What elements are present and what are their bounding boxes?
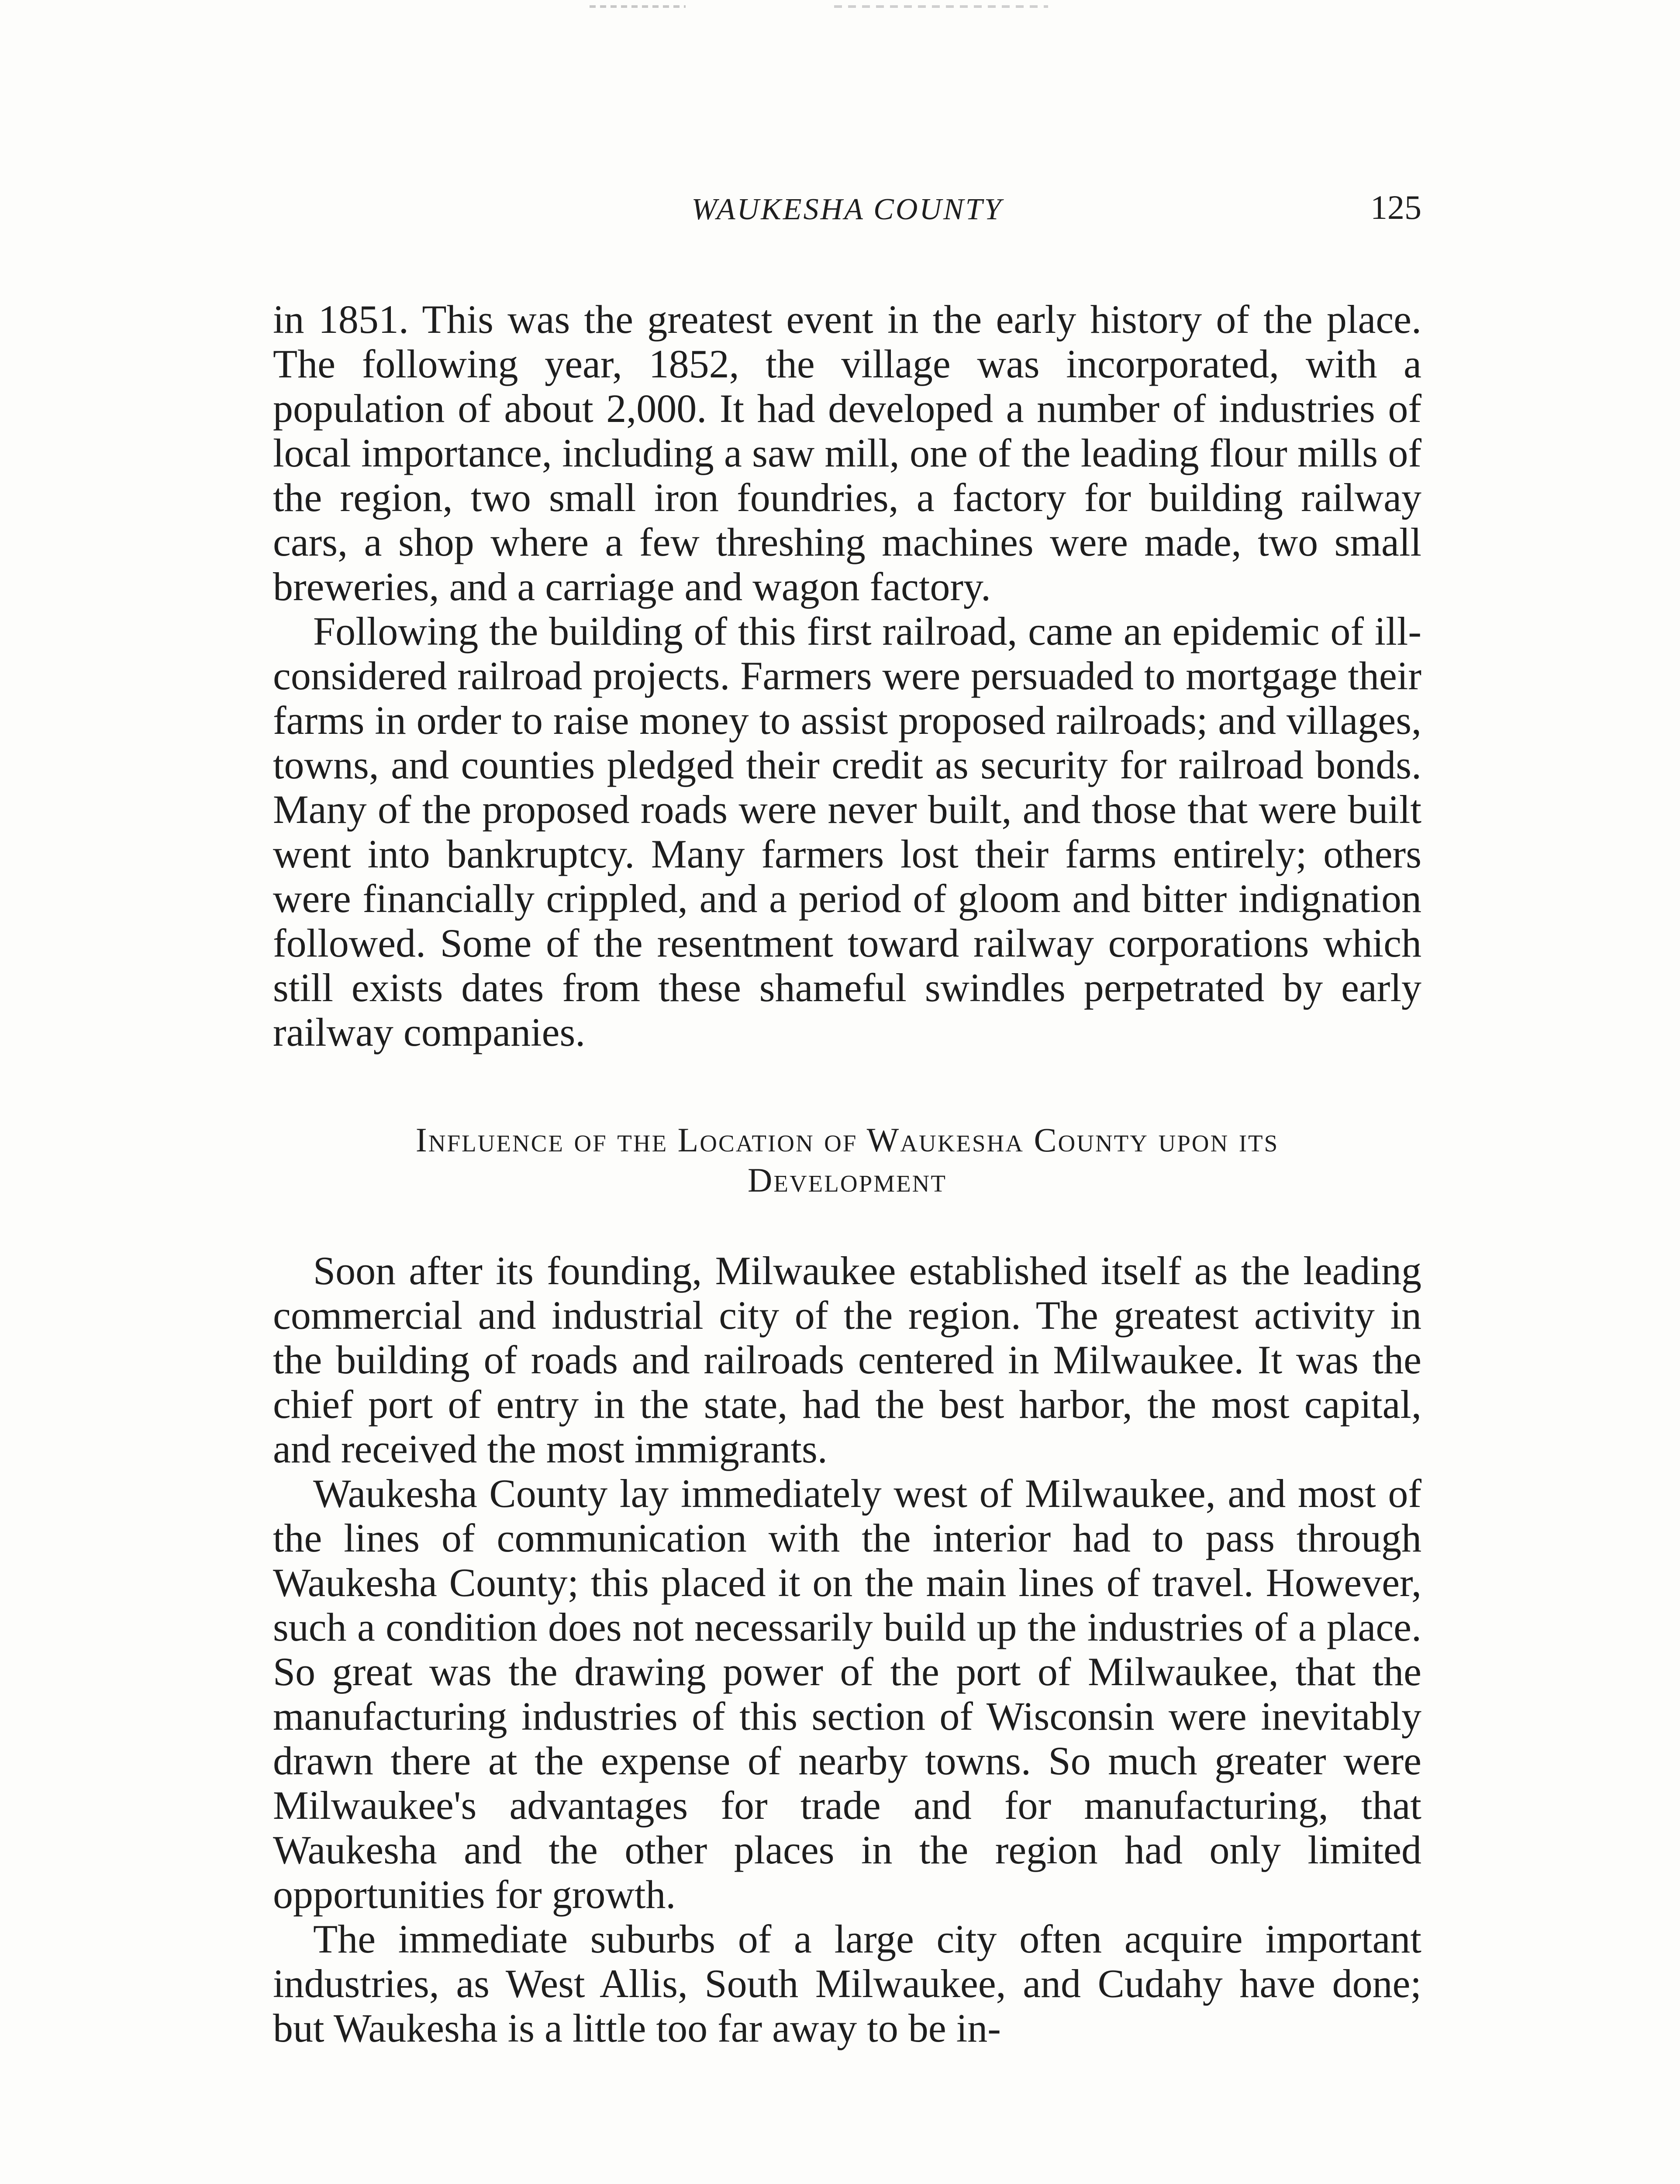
paragraph-suburbs: The immediate suburbs of a large city often acquire important industries, as West Allis, South Milwaukee, and Cudahy have done; but Waukesha is a little too far away to be in-	[273, 1917, 1421, 2050]
section-heading-line-1: Influence of the Location of Waukesha County upon its	[415, 1121, 1279, 1159]
running-head: WAUKESHA COUNTY	[691, 193, 1003, 226]
paragraph-milwaukee-founding: Soon after its founding, Milwaukee established itself as the leading commercial and industrial city of the region. The greatest activity in the building of roads and railroads centered in Milwaukee. It was the chief port of entry in the state, had the best harbor, the most capital, and received the most immigrants.	[273, 1248, 1421, 1471]
paragraph-continuation: in 1851. This was the greatest event in the early history of the place. The following year, 1852, the village was incorporated, with a population of about 2,000. It had developed a number of industries of local importance, including a saw mill, one of the leading flour mills of the region, two small iron foundries, a factory for building railway cars, a shop where a few threshing machines were made, two small breweries, and a carriage and wagon factory.	[273, 297, 1421, 609]
section-heading	[273, 1120, 1421, 1200]
body-text	[273, 297, 1421, 2050]
page-header	[273, 188, 1421, 236]
bleed-through-marks	[590, 0, 1048, 13]
paragraph-waukesha-location: Waukesha County lay immediately west of Milwaukee, and most of the lines of communication with the interior had to pass through Waukesha County; this placed it on the main lines of travel. However, such a condition does not necessarily build up the industries of a place. So great was the drawing power of the port of Milwaukee, that the manufacturing industries of this section of Wisconsin were inevitably drawn there at the expense of nearby towns. So much greater were Milwaukee's advantages for trade and for manufacturing, that Waukesha and the other places in the region had only limited opportunities for growth.	[273, 1471, 1421, 1917]
section-heading-line-2: Development	[748, 1161, 947, 1199]
page-number: 125	[1370, 188, 1421, 226]
paragraph-railroad-epidemic: Following the building of this first railroad, came an epidemic of ill-considered railroad projects. Farmers were persuaded to mortgage their farms in order to raise money to assist proposed railroads; and villages, towns, and counties pledged their credit as security for railroad bonds. Many of the proposed roads were never built, and those that were built went into bankruptcy. Many farmers lost their farms entirely; others were financially crippled, and a period of gloom and bitter indignation followed. Some of the resentment toward railway corporations which still exists dates from these shameful swindles perpetrated by early railway companies.	[273, 609, 1421, 1054]
